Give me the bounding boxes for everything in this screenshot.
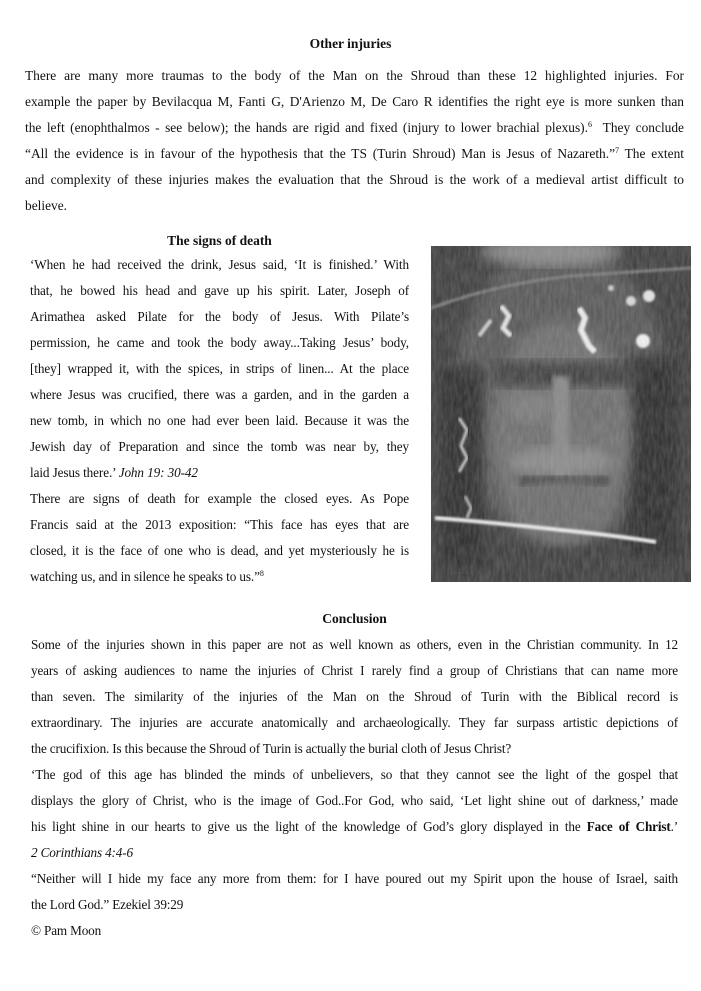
text-line <box>25 115 684 141</box>
text-line: believe. <box>25 198 68 213</box>
scripture-reference-text: 2 Corinthians 4:4-6 <box>31 845 133 860</box>
text-line: years of asking audiences to name the injuries of Christ I rarely find a group of Christians that can name more <box>31 663 678 678</box>
text-line: There are many more traumas to the body of the Man on the Shroud than these 12 highlighted injuries. For <box>25 68 684 83</box>
footnote-7: 7 <box>615 146 620 155</box>
text-segment: laid Jesus there.’ <box>30 465 116 480</box>
text-line: Some of the injuries shown in this paper are not as well known as others, even in the Christian community. In 12 <box>31 637 678 652</box>
text-line: and complexity of these injuries makes the evaluation that the Shroud is the work of a medieval artist difficult to <box>25 172 684 187</box>
heading-signs-of-death: The signs of death <box>167 233 272 248</box>
text-line: than seven. The similarity of the injuries of the Man on the Shroud of Turin with the Biblical record is <box>31 689 678 704</box>
text-line: There are signs of death for example the closed eyes. As Pope <box>30 491 409 506</box>
quote-line <box>30 460 409 486</box>
shroud-face-drawing <box>431 246 691 582</box>
text-segment: the left (enophthalmos - see below); the hands are rigid and fixed (injury to lower brachial plexus). <box>25 120 588 135</box>
quote-line: ‘When he had received the drink, Jesus said, ‘It is finished.’ With <box>30 257 409 272</box>
text-line: example the paper by Bevilacqua M, Fanti G, D'Arienzo M, De Caro R identifies the right eye is more sunken than <box>25 94 684 109</box>
text-segment: “All the evidence is in favour of the hypothesis that the TS (Turin Shroud) Man is Jesus of Nazareth.” <box>25 146 616 161</box>
quote-line: new tomb, in which no one had ever been laid. Because it was the <box>30 413 409 428</box>
text-line: extraordinary. The injuries are accurate anatomically and archaeologically. They far surpass artistic depictions of <box>31 715 678 730</box>
text-segment: watching us, and in silence he speaks to us.” <box>30 569 260 584</box>
footnote-6: 6 <box>588 120 592 129</box>
quote-line: [they] wrapped it, with the spices, in strips of linen... At the place <box>30 361 409 376</box>
text-line <box>25 141 684 167</box>
scripture-reference <box>31 840 678 866</box>
quote-line: that, he bowed his head and gave up his spirit. Later, Joseph of <box>30 283 409 298</box>
paragraph-other-injuries <box>25 63 684 219</box>
scripture-line <box>31 814 678 840</box>
paragraph-signs-of-death <box>30 252 409 590</box>
heading-other-injuries: Other injuries <box>309 36 392 51</box>
scripture-line: ‘The god of this age has blinded the minds of unbelievers, so that they cannot see the light of the gospel that <box>31 767 678 782</box>
quote-line: where Jesus was crucified, there was a garden, and in the garden a <box>30 387 409 402</box>
text-line: Francis said at the 2013 exposition: “This face has eyes that are <box>30 517 409 532</box>
text-segment: They conclude <box>592 120 684 135</box>
quote-line: Jewish day of Preparation and since the tomb was near by, they <box>30 439 409 454</box>
text-line: the crucifixion. Is this because the Shroud of Turin is actually the burial cloth of Jesus Christ? <box>31 741 512 756</box>
scripture-line: the Lord God.” Ezekiel 39:29 <box>31 897 184 912</box>
text-segment: The extent <box>619 146 684 161</box>
paragraph-conclusion <box>31 632 678 944</box>
footnote-8: 8 <box>259 569 264 578</box>
text-line: closed, it is the face of one who is dead, and yet mysteriously he is <box>30 543 409 558</box>
text-segment: his light shine in our hearts to give us the light of the knowledge of God’s glory displayed in the <box>31 819 581 834</box>
shroud-face-image <box>431 246 691 582</box>
scripture-line: displays the glory of Christ, who is the image of God..For God, who said, ‘Let light shine out of darkness,’ made <box>31 793 678 808</box>
text-segment: .’ <box>670 819 678 834</box>
scripture-reference: John 19: 30-42 <box>118 465 198 480</box>
scripture-line: “Neither will I hide my face any more from them: for I have poured out my Spirit upon the house of Israel, saith <box>31 871 678 886</box>
quote-line: permission, he came and took the body away...Taking Jesus’ body, <box>30 335 409 350</box>
bold-phrase: Face of Christ <box>586 819 671 834</box>
heading-conclusion: Conclusion <box>322 611 387 626</box>
copyright: © Pam Moon <box>31 923 102 938</box>
text-line <box>30 564 409 590</box>
quote-line: Arimathea asked Pilate for the body of Jesus. With Pilate’s <box>30 309 409 324</box>
